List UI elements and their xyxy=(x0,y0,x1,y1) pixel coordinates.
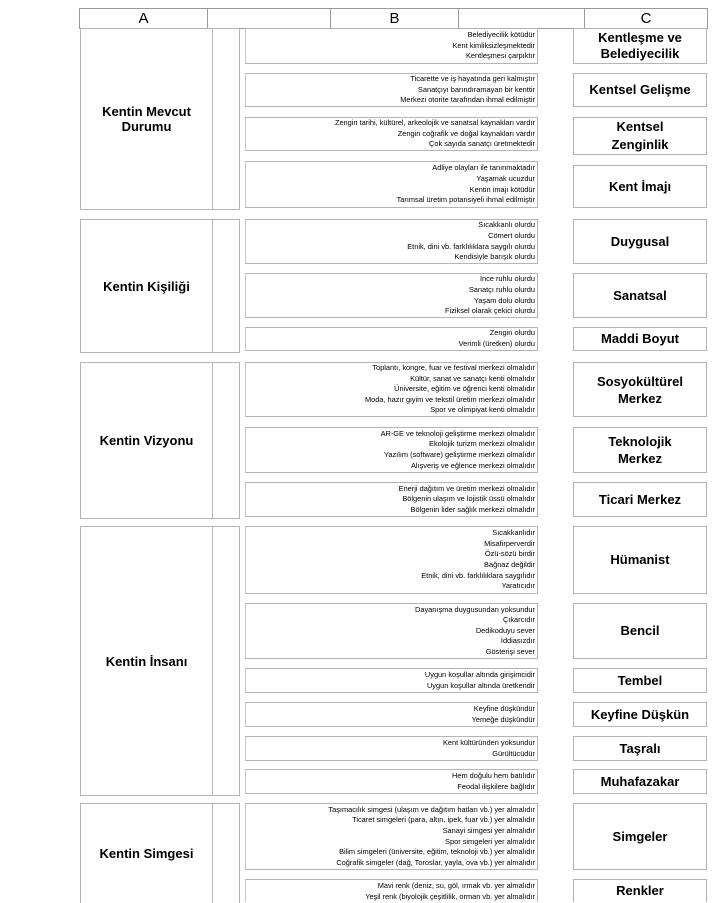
category-label: Tembel xyxy=(617,672,663,688)
header-divider xyxy=(458,8,459,29)
statement-text: Kentleşmesi çarpıktır xyxy=(465,51,535,61)
statement-text: Zengin coğrafik ve doğal kaynakları vardır xyxy=(397,128,535,138)
statement-text: Dedikoduyu sever xyxy=(475,625,535,635)
statement-text: Ekolojik turizm merkezi olmalıdır xyxy=(429,439,535,449)
statement-text: Sanatçı ruhlu olurdu xyxy=(468,284,535,294)
category-box[interactable] xyxy=(573,28,707,64)
statement-text: Coğrafik simgeler (dağ, Toroslar, yayla, ova vb.) yer almalıdır xyxy=(336,857,535,867)
statement-text: Özü-sözü birdir xyxy=(484,549,535,559)
column-header-a[interactable]: A xyxy=(138,10,149,27)
statement-box[interactable] xyxy=(245,603,538,659)
statement-text: Yeşil renk (biyolojik çeşitlilik, orman vb. yer almalıdır xyxy=(365,891,535,901)
statement-text: Çok sayıda sanatçı üretmektedir xyxy=(429,139,535,149)
category-label: Ticari Merkez xyxy=(598,491,682,507)
category-label: Renkler xyxy=(616,883,664,898)
group-vizyon[interactable] xyxy=(80,362,213,519)
statement-box[interactable] xyxy=(245,702,538,727)
category-label: Simgeler xyxy=(612,828,668,844)
category-label: Kentleşme ve Belediyecilik xyxy=(598,30,682,61)
group-label: Kentin İnsanı xyxy=(105,653,188,669)
statement-text: Tarımsal üretim potansiyeli ihmal edilmiştir xyxy=(396,195,535,205)
statement-text: Moda, hazır giyim ve tekstil üretim merkezi olmalıdır xyxy=(364,394,535,404)
statement-text: Spor ve olimpiyat kenti olmalıdır xyxy=(430,405,535,415)
column-header-c[interactable]: C xyxy=(640,10,652,27)
statement-text: Bilim simgeleri (üniversite, eğitim, teknoloji vb.) yer almalıdır xyxy=(339,847,535,857)
statement-text: Kendisiyle barışık olurdu xyxy=(454,252,535,262)
group-stub xyxy=(211,362,240,519)
statement-text: Yazılım (software) geliştirme merkezi olmalıdır xyxy=(384,450,535,459)
statement-text: Adliye olayları ile tanınmaktadır xyxy=(432,163,535,173)
category-box[interactable] xyxy=(573,73,707,107)
group-stub xyxy=(211,803,240,903)
statement-text: İnce ruhlu olurdu xyxy=(479,274,535,284)
statement-text: Yaşam dolu olurdu xyxy=(473,295,535,305)
group-stub xyxy=(211,526,240,796)
header-divider xyxy=(707,8,708,29)
statement-text: Zengin tarihi, kültürel, arkeolojik ve sanatsal kaynakları vardır xyxy=(334,118,535,128)
statement-text: Gösterişi sever xyxy=(485,646,535,656)
category-box[interactable] xyxy=(573,736,707,761)
category-box[interactable] xyxy=(573,482,707,517)
statement-text: Uygun koşullar altında üretkendir xyxy=(426,680,535,690)
category-box[interactable] xyxy=(573,603,707,659)
statement-text: Verimli (üretken) olurdu xyxy=(458,339,535,348)
category-box[interactable] xyxy=(573,668,707,693)
category-label: Hümanist xyxy=(610,552,670,567)
category-box[interactable] xyxy=(573,769,707,794)
category-label: Taşralı xyxy=(619,740,661,756)
statement-text: Kültür, sanat ve sanatçı kenti olmalıdır xyxy=(410,373,535,383)
statement-text: Ticaret simgeleri (para, altın, ipek, fuar vb.) yer almalıdır xyxy=(352,815,535,825)
statement-text: İddiasızdır xyxy=(500,636,535,646)
category-label: Bencil xyxy=(620,623,660,638)
statement-text: Feodal ilişkilere bağlıdır xyxy=(457,781,535,791)
category-box[interactable] xyxy=(573,526,707,594)
statement-box[interactable] xyxy=(245,362,538,417)
statement-box[interactable] xyxy=(245,73,538,107)
group-label: Kentin Kişiliği xyxy=(103,278,190,294)
header-divider xyxy=(207,8,208,29)
statement-text: Yaşamak ucuzdur xyxy=(476,173,535,183)
statement-box[interactable] xyxy=(245,219,538,264)
statement-text: Kent kültüründen yoksundur xyxy=(442,737,535,747)
statement-text: Alışveriş ve eğlence merkezi olmalıdır xyxy=(410,460,535,470)
category-label: Teknolojik Merkez xyxy=(608,434,672,466)
statement-box[interactable] xyxy=(245,117,538,151)
group-simge[interactable] xyxy=(80,803,213,903)
column-header-b[interactable]: B xyxy=(389,10,400,27)
statement-text: Sanatçıyı barındıramayan bir kenttir xyxy=(417,84,535,94)
statement-text: Bölgenin lider sağlık merkezi olmalıdır xyxy=(410,504,535,514)
statement-text: Spor simgeleri yer almalıdır xyxy=(445,836,535,846)
statement-text: Misafirperverdir xyxy=(484,538,535,548)
statement-text: Belediyecilik kötüdür xyxy=(467,30,535,40)
category-label: Kentsel Zenginlik xyxy=(611,119,669,152)
category-box[interactable] xyxy=(573,803,707,870)
category-box[interactable] xyxy=(573,702,707,727)
statement-text: Sıcakkanlı olurdu xyxy=(478,220,535,230)
category-label: Muhafazakar xyxy=(600,773,680,789)
category-box[interactable] xyxy=(573,879,707,902)
statement-text: Etnik, dini vb. farklılıklara saygılı olurdu xyxy=(407,241,535,251)
statement-box[interactable] xyxy=(245,668,538,693)
category-box[interactable] xyxy=(573,273,707,318)
group-label: Kentin Simgesi xyxy=(99,846,194,861)
statement-box[interactable] xyxy=(245,736,538,761)
category-box[interactable] xyxy=(573,327,707,351)
category-box[interactable] xyxy=(573,219,707,264)
group-kisilik[interactable] xyxy=(80,219,213,353)
statement-text: Sanayi simgesi yer almalıdır xyxy=(442,825,535,835)
statement-text: Yaratıcıdır xyxy=(501,581,535,591)
statement-text: Merkezi otorite tarafından ihmal edilmiştir xyxy=(400,95,535,105)
statement-box[interactable] xyxy=(245,273,538,318)
statement-text: Keyfine düşkündür xyxy=(473,703,535,713)
group-label: Kentin Mevcut Durumu xyxy=(102,104,191,134)
statement-box[interactable] xyxy=(245,327,538,351)
statement-text: Zengin olurdu xyxy=(489,328,535,338)
group-label: Kentin Vizyonu xyxy=(99,433,194,448)
category-box[interactable] xyxy=(573,165,707,208)
statement-text: Bölgenin ulaşım ve lojistik üssü olmalıdır xyxy=(402,494,535,504)
statement-text: Çıkarcıdır xyxy=(502,615,535,625)
group-stub xyxy=(211,219,240,353)
statement-text: AR-GE ve teknoloji geliştirme merkezi olmalıdır xyxy=(380,428,535,438)
statement-box[interactable] xyxy=(245,526,538,594)
statement-text: Mavi renk (deniz, su, göl, ırmak vb. yer almalıdır xyxy=(377,881,535,890)
category-box[interactable] xyxy=(573,117,707,155)
group-mevcut-durum[interactable] xyxy=(80,28,213,210)
category-box[interactable] xyxy=(573,362,707,417)
statement-box[interactable] xyxy=(245,803,538,870)
category-label: Sosyokültürel Merkez xyxy=(597,373,683,406)
statement-text: Kentin imajı kötüdür xyxy=(469,184,535,194)
statement-text: Toplantı, kongre, fuar ve festival merkezi olmalıdır xyxy=(372,363,535,373)
statement-text: Dayanışma duygusundan yoksundur xyxy=(415,604,535,614)
group-insan[interactable] xyxy=(80,526,213,796)
statement-text: Etnik, dini vb. farklılıklara saygılıdır xyxy=(421,570,535,580)
category-label: Kent İmajı xyxy=(608,178,672,194)
statement-box[interactable] xyxy=(245,427,538,473)
category-label: Kentsel Gelişme xyxy=(589,82,691,97)
statement-box[interactable] xyxy=(245,28,538,64)
statement-box[interactable] xyxy=(245,482,538,517)
statement-text: Üniversite, eğitim ve öğrenci kenti olmalıdır xyxy=(394,384,535,394)
statement-box[interactable] xyxy=(245,769,538,794)
statement-text: Fiziksel olarak çekici olurdu xyxy=(445,306,535,316)
statement-text: Uygun koşullar altında girişimcidir xyxy=(424,669,535,679)
statement-text: Gürültücüdür xyxy=(492,748,535,758)
group-stub xyxy=(211,28,240,210)
statement-text: Bağnaz değildir xyxy=(484,560,535,569)
category-box[interactable] xyxy=(573,427,707,473)
statement-text: Yemeğe düşkündür xyxy=(471,714,535,724)
statement-box[interactable] xyxy=(245,161,538,208)
statement-text: Ticarette ve iş hayatında geri kalmıştır xyxy=(410,74,535,84)
category-label: Keyfine Düşkün xyxy=(590,706,690,722)
statement-text: Cömert olurdu xyxy=(488,230,535,240)
category-label: Sanatsal xyxy=(613,287,667,303)
statement-text: Enerji dağıtım ve üretim merkezi olmalıdır xyxy=(398,483,535,493)
statement-text: Sıcakkanlıdır xyxy=(492,528,535,538)
statement-box[interactable] xyxy=(245,879,538,902)
statement-text: Kent kimliksizleşmektedir xyxy=(452,40,535,50)
statement-text: Taşımacılık simgesi (ulaşım ve dağıtım hatları vb.) yer almalıdır xyxy=(328,804,535,814)
category-label: Maddi Boyut xyxy=(601,331,679,346)
statement-text: Hem doğulu hem batılıdır xyxy=(452,770,535,780)
category-label: Duygusal xyxy=(610,233,670,249)
